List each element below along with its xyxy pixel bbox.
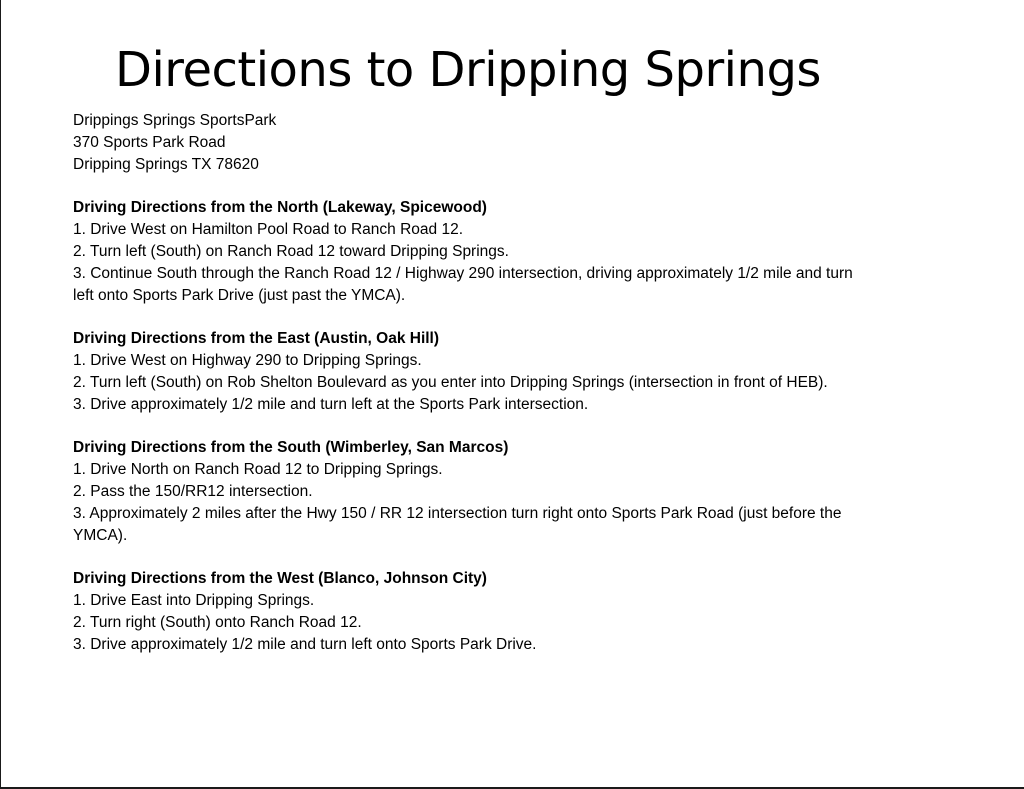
direction-step: 2. Turn right (South) onto Ranch Road 12. (73, 614, 362, 631)
street-address: 370 Sports Park Road (73, 134, 226, 151)
city-state-zip: Dripping Springs TX 78620 (73, 156, 259, 173)
step-list (73, 590, 863, 656)
document-body (73, 110, 863, 677)
step-list (73, 219, 863, 307)
directions-section-west (73, 568, 863, 656)
direction-step: 1. Drive West on Highway 290 to Dripping Springs. (73, 352, 422, 369)
direction-step: 3. Approximately 2 miles after the Hwy 150 / RR 12 intersection turn right onto Sports Park Road (just before the YMCA). (73, 505, 842, 544)
direction-step: 3. Drive approximately 1/2 mile and turn left onto Sports Park Drive. (73, 636, 537, 653)
direction-step: 2. Turn left (South) on Ranch Road 12 toward Dripping Springs. (73, 243, 509, 260)
direction-step: 2. Turn left (South) on Rob Shelton Boulevard as you enter into Dripping Springs (intersection in front of HEB). (73, 374, 828, 391)
direction-step: 3. Continue South through the Ranch Road 12 / Highway 290 intersection, driving approximately 1/2 mile and turn left onto Sports Park Drive (just past the YMCA). (73, 265, 853, 304)
section-heading: Driving Directions from the East (Austin, Oak Hill) (73, 330, 440, 347)
direction-step: 1. Drive West on Hamilton Pool Road to Ranch Road 12. (73, 221, 463, 238)
direction-step: 2. Pass the 150/RR12 intersection. (73, 483, 313, 500)
section-heading: Driving Directions from the North (Lakeway, Spicewood) (73, 199, 487, 216)
page-title: Directions to Dripping Springs (115, 42, 821, 98)
section-heading: Driving Directions from the South (Wimberley, San Marcos) (73, 439, 509, 456)
directions-section-south (73, 437, 863, 547)
directions-section-north (73, 197, 863, 307)
step-list (73, 350, 863, 416)
directions-section-east (73, 328, 863, 416)
direction-step: 1. Drive East into Dripping Springs. (73, 592, 315, 609)
step-list (73, 459, 863, 547)
section-heading: Driving Directions from the West (Blanco, Johnson City) (73, 570, 487, 587)
venue-address (73, 110, 863, 176)
direction-step: 1. Drive North on Ranch Road 12 to Dripping Springs. (73, 461, 443, 478)
venue-name: Drippings Springs SportsPark (73, 112, 277, 129)
direction-step: 3. Drive approximately 1/2 mile and turn left at the Sports Park intersection. (73, 396, 589, 413)
